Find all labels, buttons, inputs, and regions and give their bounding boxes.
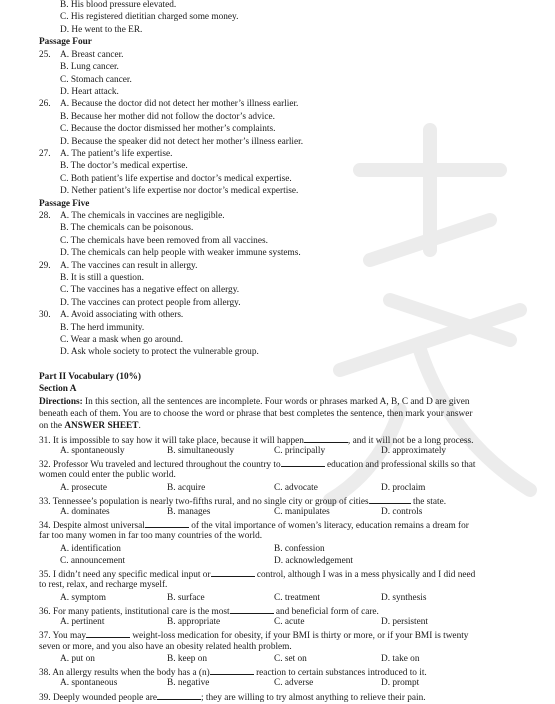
q32-option-c: C. advocate [274, 483, 318, 493]
q28-number: 28. [39, 211, 51, 221]
q30-number: 30. [39, 310, 51, 320]
q26-option-d: D. Because the speaker did not detect her mother’s illness earlier. [60, 137, 304, 147]
q27-option-b: B. The doctor’s medical expertise. [60, 161, 188, 171]
q36-blank [230, 604, 274, 614]
q36-option-d: D. persistent [381, 617, 428, 627]
q38-option-a: A. spontaneous [60, 678, 118, 688]
q39-stem [39, 690, 539, 704]
q37-option-d: D. take on [381, 654, 420, 664]
q30-option-a: A. Avoid associating with others. [60, 310, 184, 320]
q27-option-d: D. Nether patient’s life expertise nor doctor’s medical expertise. [60, 186, 299, 196]
q29-option-d: D. The vaccines can protect people from allergy. [60, 298, 241, 308]
q31-stem-start: 31. It is impossible to say how it will take place, because it will happen [39, 436, 304, 446]
q31-option-a: A. spontaneously [60, 446, 125, 456]
q29-option-c: C. The vaccines has a negative effect on allergy. [60, 285, 240, 295]
q34-blank [145, 518, 189, 528]
q35-blank [211, 567, 255, 577]
q37-option-b: B. keep on [167, 654, 208, 664]
q29-option-a: A. The vaccines can result in allergy. [60, 261, 198, 271]
directions-line-3 [39, 420, 539, 432]
q26-number: 26. [39, 99, 51, 109]
q39-stem-start: 39. Deeply wounded people are [39, 693, 157, 703]
q37-option-c: C. set on [274, 654, 307, 664]
directions-text-3: on the [39, 421, 65, 431]
q29-option-b: B. It is still a question. [60, 273, 144, 283]
q35-option-c: C. treatment [274, 593, 320, 603]
q33-stem-end: the state. [410, 497, 447, 507]
q31-blank [304, 433, 348, 443]
directions-label: Directions: [39, 397, 83, 407]
q24-option-b: B. His blood pressure elevated. [60, 0, 177, 10]
q33-blank [369, 494, 411, 504]
q26-option-c: C. Because the doctor dismissed her mother’s complaints. [60, 124, 276, 134]
q37-stem-start: 37. You may [39, 631, 87, 641]
q38-option-b: B. negative [167, 678, 210, 688]
passage-five-heading: Passage Five [39, 199, 90, 209]
q25-option-d: D. Heart attack. [60, 87, 119, 97]
q38-option-c: C. adverse [274, 678, 314, 688]
q33-option-c: C. manipulates [274, 507, 330, 517]
directions-line-2: beneath each of them. You are to choose the word or phrase that best completes the sentence, then mark your answer [39, 409, 473, 419]
q32-option-a: A. prosecute [60, 483, 107, 493]
q38-stem-start: 38. An allergy results when the body has a (n) [39, 668, 210, 678]
q35-option-a: A. symptom [60, 593, 106, 603]
q38-option-d: D. prompt [381, 678, 420, 688]
q35-option-b: B. surface [167, 593, 205, 603]
q24-option-c: C. His registered dietitian charged some money. [60, 12, 239, 22]
q34-stem-end: of the vital importance of women’s literacy, education remains a dream for [188, 521, 469, 531]
q28-option-d: D. The chemicals can help people with weaker immune systems. [60, 248, 301, 258]
q28-option-a: A. The chemicals in vaccines are negligible. [60, 211, 225, 221]
directions-text-4: . [138, 421, 141, 431]
section-a-heading: Section A [39, 384, 77, 394]
q32-option-b: B. acquire [167, 483, 206, 493]
q36-option-a: A. pertinent [60, 617, 105, 627]
q32-stem-end: education and professional skills so that [324, 460, 476, 470]
q37-stem-end: weight-loss medication for obesity, if your BMI is thirty or more, or if your BMI is twenty [130, 631, 469, 641]
q27-option-c: C. Both patient’s life expertise and doctor’s medical expertise. [60, 174, 292, 184]
q36-option-b: B. appropriate [167, 617, 221, 627]
q32-option-d: D. proclaim [381, 483, 426, 493]
q34-stem-start: 34. Despite almost universal [39, 521, 145, 531]
part-two-title: Part II Vocabulary (10%) [39, 372, 142, 382]
q36-option-c: C. acute [274, 617, 305, 627]
q35-stem-end: control, although I was in a mess physically and I did need [254, 570, 476, 580]
q39-blank [157, 690, 201, 700]
q25-option-c: C. Stomach cancer. [60, 75, 132, 85]
q38-stem-end: reaction to certain substances introduced to it. [253, 668, 427, 678]
q25-option-a: A. Breast cancer. [60, 50, 124, 60]
q31-option-c: C. principally [274, 446, 326, 456]
q35-stem-start: 35. I didn’t need any specific medical input or [39, 570, 211, 580]
q30-option-d: D. Ask whole society to protect the vulnerable group. [60, 347, 259, 357]
q33-option-a: A. dominates [60, 507, 110, 517]
q33-stem-start: 33. Tennessee’s population is nearly two-fifths rural, and no single city or group of cities [39, 497, 369, 507]
q37-blank [86, 628, 130, 638]
q27-option-a: A. The patient’s life expertise. [60, 149, 173, 159]
passage-four-heading: Passage Four [39, 37, 92, 47]
q25-option-b: B. Lung cancer. [60, 62, 119, 72]
q34-option-d: D. acknowledgement [274, 556, 353, 566]
q27-number: 27. [39, 149, 51, 159]
q26-option-b: B. Because her mother did not follow the doctor’s advice. [60, 112, 275, 122]
answer-sheet-label: ANSWER SHEET [64, 421, 139, 431]
q29-number: 29. [39, 261, 51, 271]
q36-stem-end: and beneficial form of care. [273, 607, 379, 617]
q31-option-d: D. approximately [381, 446, 447, 456]
q30-option-c: C. Wear a mask when go around. [60, 335, 184, 345]
q25-number: 25. [39, 50, 51, 60]
q38-blank [210, 665, 254, 675]
q33-option-d: D. controls [381, 507, 423, 517]
q24-option-d: D. He went to the ER. [60, 25, 143, 35]
q32-stem-line-2: women could enter the public world. [39, 470, 176, 480]
q28-option-c: C. The chemicals have been removed from all vaccines. [60, 236, 268, 246]
q26-option-a: A. Because the doctor did not detect her mother’s illness earlier. [60, 99, 299, 109]
q34-option-b: B. confession [274, 544, 325, 554]
q35-stem-line-2: to rest, relax, and recharge myself. [39, 580, 168, 590]
q33-option-b: B. manages [167, 507, 211, 517]
q34-option-a: A. identification [60, 544, 121, 554]
q31-option-b: B. simultaneously [167, 446, 235, 456]
q39-stem-end: ; they are willing to try almost anything to relieve their pain. [200, 693, 426, 703]
q37-option-a: A. put on [60, 654, 95, 664]
q30-option-b: B. The herd immunity. [60, 323, 145, 333]
directions-line-1 [39, 396, 539, 408]
q35-option-d: D. synthesis [381, 593, 427, 603]
q28-option-b: B. The chemicals can be poisonous. [60, 223, 194, 233]
q32-stem-start: 32. Professor Wu traveled and lectured throughout the country to [39, 460, 281, 470]
q37-stem-line-2: seven or more, and you also have an obesity related health problem. [39, 642, 292, 652]
directions-text-1: In this section, all the sentences are incomplete. Four words or phrases marked A, B, C and D are given [82, 397, 470, 407]
q34-stem-line-2: far too many women in far too many countries of the world. [39, 531, 263, 541]
q36-stem-start: 36. For many patients, institutional care is the most [39, 607, 230, 617]
q31-stem-end: , and it will not be a long process. [347, 436, 474, 446]
q32-blank [281, 457, 325, 467]
q34-option-c: C. announcement [60, 556, 126, 566]
